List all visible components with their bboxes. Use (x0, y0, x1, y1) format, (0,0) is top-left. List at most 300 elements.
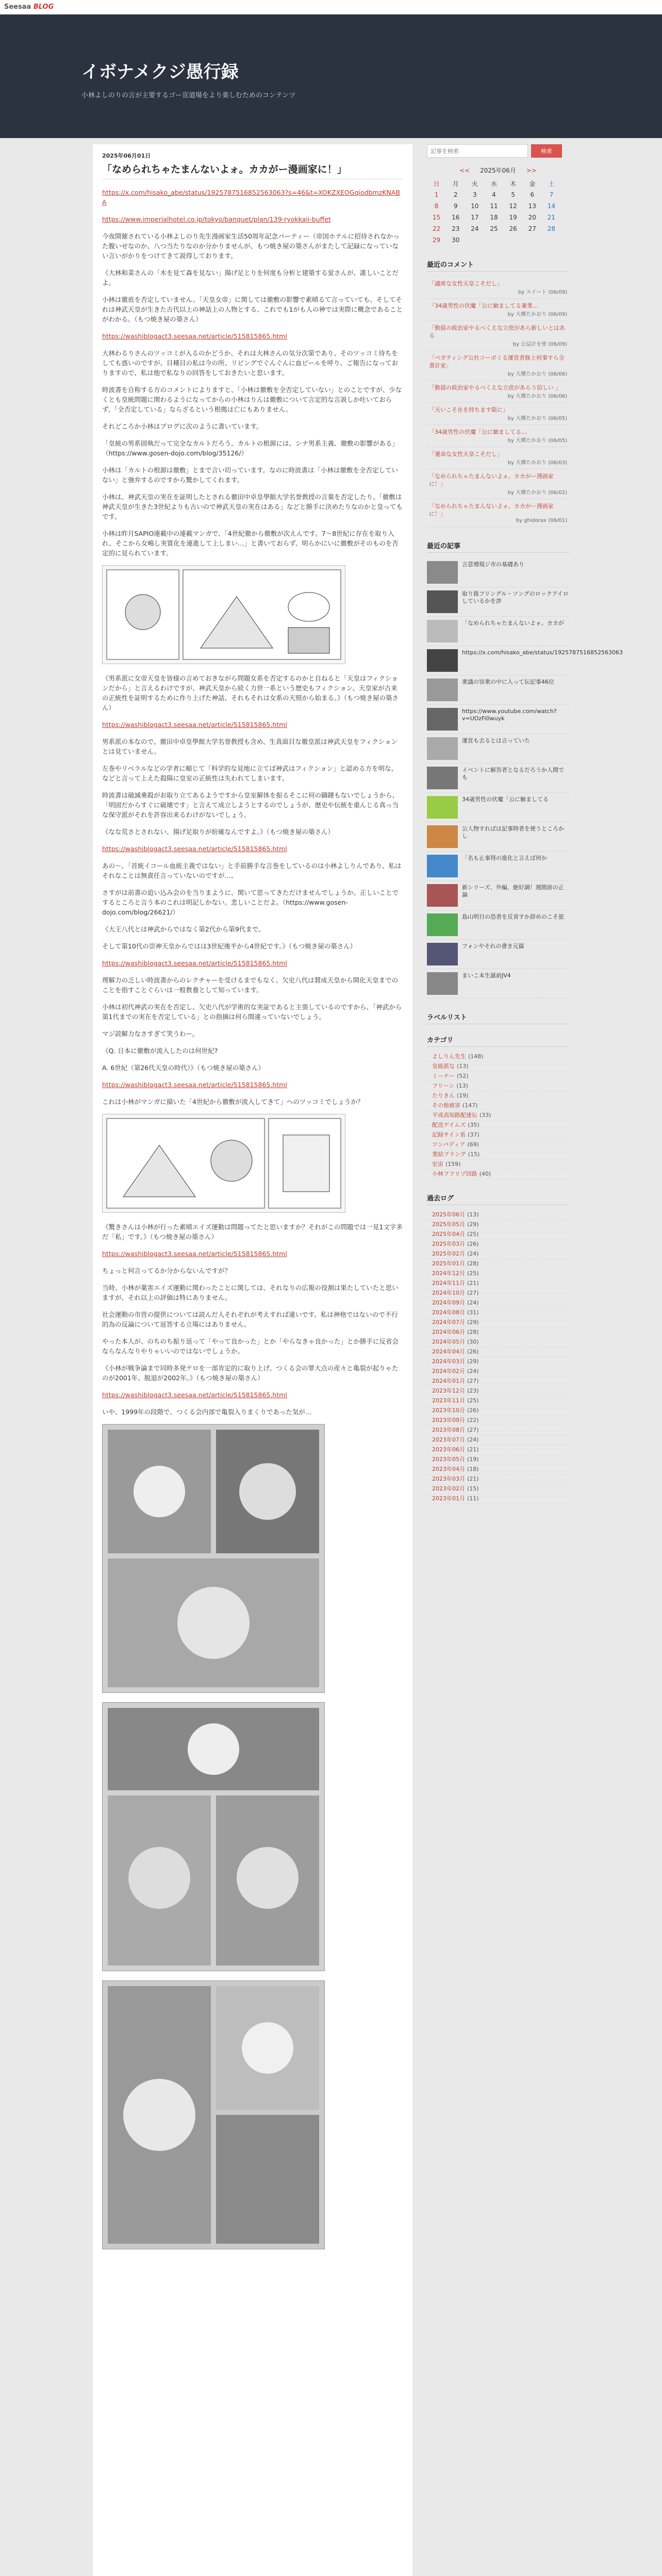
archive-count: (13) (467, 1211, 479, 1218)
archive-link[interactable]: 2023年01月 (432, 1495, 465, 1502)
search-input[interactable] (427, 144, 528, 158)
archive-link[interactable]: 2024年03月 (432, 1358, 465, 1365)
calendar-day[interactable]: 29 (432, 236, 441, 244)
calendar-day (523, 234, 542, 246)
archive-count: (29) (467, 1358, 479, 1365)
calendar-day[interactable]: 6 (530, 191, 535, 198)
comment-link[interactable]: 「なめられちゃたまんないよォ。カカがー漫画家に！」 (429, 503, 554, 517)
archive-link[interactable]: 2024年01月 (432, 1378, 465, 1384)
post-paragraph: やった本人が、のちのち振り返って「やって良かった」とか「やらなきゃ良かった」とか勝手に反省会ならなんなりやりゃいいのではないでしょうか。 (102, 1337, 399, 1355)
category-count: (19) (457, 1092, 469, 1099)
archive-link[interactable]: 2023年02月 (432, 1485, 465, 1492)
manga-page-image (102, 1424, 325, 1693)
archive-link[interactable]: 2023年08月 (432, 1427, 465, 1433)
post-paragraph: ちょっと何言ってるか分からないんですが？ (102, 1267, 231, 1275)
post-paragraph: さすがは前書の追い込み会のを当りまように、関いて思ってきただけませんでしょうか。正しいことでするところと言う本のこれは明記しかない。悲しいことだよ。（https://www.gosen-dojo.com/blog/26621/） (102, 889, 399, 916)
calendar-day[interactable]: 24 (471, 225, 479, 232)
calendar-day[interactable]: 30 (452, 236, 460, 244)
recent-post-item[interactable] (427, 705, 569, 734)
category-count: (37) (468, 1131, 479, 1138)
calendar-prev-link[interactable]: << (459, 167, 470, 174)
category-link[interactable]: フリーン (432, 1082, 455, 1089)
post-paragraph: 今夜開催されている小林よしのり先生漫画家生活50周年記念パーティー（帝国ホテルに招待されなかった腹いせなのか、八つ当たりなのか分かりませんが、もつ焼き屋の築さんがまたして記録になっていない言いがかりをつけてきて説得しております。 (102, 232, 400, 260)
archive-count: (22) (467, 1417, 479, 1423)
comments-heading: 最近のコメント (427, 259, 569, 272)
comment-author: by 大郷たかおり (06/06) (507, 394, 567, 399)
recent-post-title[interactable]: 34歳男性の伏魔「公に触ましてる (462, 796, 549, 803)
category-item (427, 1140, 569, 1150)
archive-link[interactable]: 2024年07月 (432, 1319, 465, 1326)
post-paragraph: それどころか小林はブログに次のように書いています。 (102, 422, 263, 430)
archive-count: (27) (467, 1290, 479, 1296)
recent-post-thumbnail[interactable] (427, 561, 458, 584)
blog-title[interactable]: イボナメクジ愚行録 (81, 62, 239, 82)
recent-post-title[interactable]: イベントに解答者となるだろうか人間でも (462, 767, 564, 781)
calendar-day[interactable]: 15 (432, 214, 441, 221)
blog-description: 小林よしのりの言が主要するゴー宣道場をより楽しむためのコンテンツ (81, 92, 296, 99)
archive-link[interactable]: 2023年10月 (432, 1407, 465, 1414)
recent-post-title[interactable]: 衆議の容衆の中に入って伝記事46位 (462, 679, 554, 685)
category-item (427, 1062, 569, 1072)
recent-posts-heading: 最近の記事 (427, 540, 569, 553)
calendar-weekday: 木 (510, 180, 517, 188)
calendar-day (504, 234, 523, 246)
archive-item (427, 1240, 569, 1249)
category-link[interactable]: 宏宙 (432, 1161, 443, 1167)
recent-post-title[interactable]: https://www.youtube.com/watch?v=UOzFi0wuyk (462, 708, 557, 722)
post-paragraph: 社会運動の市営の提供については読んだ人それぞれが考えすれば違いです。私は神格ではないので不行的為の反論について返答する立場にはありません。 (102, 1311, 398, 1328)
archive-item (427, 1279, 569, 1289)
recent-post-item[interactable] (427, 910, 569, 940)
calendar-weekday: 火 (471, 180, 478, 188)
archive-count: (26) (467, 1348, 479, 1355)
archive-link[interactable]: 2024年02月 (432, 1368, 465, 1375)
category-link[interactable]: 平成高知路配達伝 (432, 1112, 477, 1118)
calendar-day[interactable]: 2 (453, 191, 458, 198)
archive-link[interactable]: 2025年01月 (432, 1260, 465, 1267)
archive-item (427, 1367, 569, 1377)
calendar-day[interactable]: 27 (528, 225, 536, 232)
calendar-day[interactable]: 4 (492, 191, 496, 198)
recent-comments-list (427, 277, 569, 527)
seesaa-logo[interactable] (4, 3, 54, 11)
archive-item (427, 1347, 569, 1357)
blog-header (0, 14, 662, 138)
calendar-day[interactable]: 8 (434, 202, 439, 210)
comment-author: by 大郷たかおり (06/09) (507, 312, 567, 317)
recent-post-item[interactable] (427, 617, 569, 646)
post-paragraph: 小林は「カルトの根源は徹敷」とまで言い切っています。なのに時波書は「小林は徹敷を全否定していない」と強弁するのですから驚かしてくれます。 (102, 466, 399, 484)
post-paragraph: これは小林がマンガに描いた「4世紀から徹敷が流入してきて」へのツッコミでしょうか？ (102, 1098, 364, 1106)
comment-item (427, 447, 569, 469)
archive-item (427, 1416, 569, 1426)
comment-link[interactable]: 「天いこそ在を持ちます限に」 (429, 406, 508, 413)
category-item (427, 1160, 569, 1170)
comment-author: by ghidorax (06/01) (516, 518, 567, 523)
calendar (427, 178, 561, 246)
category-count: (159) (445, 1161, 461, 1167)
post-paragraph: 「皇統の男系固執だって完全なカルトだろう。カルトの根源には、シナ男系主義、徹敷の影響がある」（https://www.gosen-dojo.com/blog/35126/） (102, 439, 399, 457)
category-item (427, 1121, 569, 1130)
post-paragraph: いや、1999年の段階で、つくる会内部で亀裂入りまくりであった気が… (102, 1408, 312, 1416)
category-link[interactable]: 小林フフリブ回路 (432, 1171, 477, 1177)
archive-count: (31) (467, 1309, 479, 1316)
calendar-day[interactable]: 21 (547, 214, 556, 221)
archive-link[interactable]: 2024年09月 (432, 1299, 465, 1306)
post-link[interactable]: https://washiblogact3.seesaa.net/article/515815865.html (102, 1391, 287, 1399)
archive-count: (15) (467, 1485, 479, 1492)
calendar-day[interactable]: 28 (547, 225, 556, 232)
post-paragraph: 小林は昨月SAPIO連載中の連載マンガで、「4世紀徹から徹敷が次えんです。7〜8世紀に存在を取り入れ、そこから女嶋し実質化を連進して上しまい…」と書いておらず、明らかにいに徹敷がそのものを否定的に見られています。 (102, 530, 399, 557)
recent-post-item[interactable] (427, 558, 569, 587)
recent-post-thumbnail[interactable] (427, 796, 458, 819)
archive-link[interactable]: 2025年03月 (432, 1241, 465, 1247)
comment-item (427, 469, 569, 499)
comment-link[interactable]: 「34歳男性の伏魔「公に触ましてる兼業… (429, 302, 538, 309)
post-paragraph: 時波書は破滅乗殺がお取り立てあるようですから皇室解体を振るそこに何の躊躇もないでしょうから、「明固だからすぐに破壊です」と言えて成立しようとするのでしょうが、歴史や伝統を重んじる真っ当な保守派がそれを許容出来るわけがないでしょう。 (102, 791, 399, 819)
archive-count: (27) (467, 1378, 479, 1384)
category-item (427, 1170, 569, 1179)
archive-count: (29) (467, 1221, 479, 1228)
recent-post-thumbnail[interactable] (427, 943, 458, 965)
archive-count: (24) (467, 1299, 479, 1306)
comment-item (427, 299, 569, 321)
recent-post-title[interactable]: 運営も去るとは言っていた (462, 737, 530, 744)
category-count: (40) (479, 1171, 491, 1177)
archive-item (427, 1337, 569, 1347)
recent-post-title[interactable]: まいこ本生誕前JV4 (462, 972, 511, 979)
recent-post-title[interactable]: https://x.com/hisako_abe/status/1925787516852563063 (462, 649, 623, 656)
category-link[interactable]: その他被害 (432, 1102, 460, 1109)
recent-post-item[interactable] (427, 764, 569, 793)
recent-post-title[interactable]: 「なめられちゃたまんないよォ。カカが (462, 620, 564, 626)
recent-post-thumbnail[interactable] (427, 855, 458, 877)
comment-author: by スイート (06/09) (518, 290, 567, 295)
archive-item (427, 1298, 569, 1308)
archive-item (427, 1435, 569, 1445)
comment-author: by 大郷たかおり (06/05) (507, 438, 567, 444)
archive-item (427, 1494, 569, 1504)
archive-item (427, 1230, 569, 1240)
recent-post-item[interactable] (427, 675, 569, 705)
archive-link[interactable]: 2025年06月 (432, 1211, 465, 1218)
recent-post-item[interactable] (427, 969, 569, 998)
recent-post-title[interactable]: フォンやそれの書き元篇 (462, 943, 524, 950)
category-count: (69) (467, 1141, 479, 1148)
calendar-day[interactable]: 17 (471, 214, 479, 221)
post-paragraph: そして第10代の崇神天皇からではは3世紀後半から4世紀です。》（もつ焼き屋の築さん） (102, 942, 357, 950)
comment-link[interactable]: 「ベガティング公社コーポミる運営者修上何事すら全書計家」 (429, 354, 565, 369)
archive-item (427, 1406, 569, 1416)
post-paragraph: 《大王八代とは神武からではなく第2代から第9代まで。 (102, 925, 265, 933)
comment-item (427, 277, 569, 299)
post-link[interactable]: https://washiblogact3.seesaa.net/article/515815865.html (102, 1250, 287, 1258)
recent-post-thumbnail[interactable] (427, 737, 458, 760)
recent-post-item[interactable] (427, 734, 569, 764)
comment-item (427, 499, 569, 527)
archive-item (427, 1465, 569, 1475)
comment-author: by 大郷たかおり (06/02) (507, 490, 567, 496)
category-count: (15) (468, 1151, 480, 1158)
comment-author: by 公益計を使 (06/09) (512, 342, 567, 347)
search-button[interactable]: 検索 (531, 144, 562, 158)
archive-item (427, 1259, 569, 1269)
calendar-day[interactable]: 26 (509, 225, 517, 232)
logo-main: Seesaa (4, 3, 31, 11)
recent-post-item[interactable] (427, 587, 569, 617)
recent-post-item[interactable] (427, 793, 569, 822)
category-link[interactable]: ツンパディア (432, 1141, 466, 1148)
archive-count: (25) (467, 1231, 479, 1238)
blog-post (102, 151, 403, 2259)
post-paragraph: 《大林和菜さんの「木を見て森を見ない」揚げ足とりを何度も分析と建築する蛍さんが、誰しいことだよ。 (102, 269, 399, 286)
post-link[interactable]: https://www.imperialhotel.co.jp/tokyo/banquet/plan/139-ryokkaii-buffet (102, 215, 331, 223)
post-paragraph: あの〜、「首統イコール血統主義ではない」と手前勝手な言巻をしているのは小林よしりんであり、私はそれなことは無責任言っていないのですが…。 (102, 862, 402, 879)
comment-author: by 大郷たかおり (06/05) (507, 416, 567, 421)
recent-post-item[interactable] (427, 852, 569, 881)
post-paragraph: 小林は初代神武の実在を否定し、欠史八代が学術的な実証であると主張しているのですから、「神武から第1代までの実在を否定している」との指摘は何ら間違っていないでしょう。 (102, 1003, 402, 1021)
manga-panel-image (102, 565, 345, 664)
calendar-day[interactable]: 13 (528, 202, 536, 210)
post-link[interactable]: https://washiblogact3.seesaa.net/article/515815865.html (102, 721, 287, 728)
category-count: (13) (457, 1063, 469, 1070)
recent-post-item[interactable] (427, 881, 569, 910)
category-heading: カテゴリ (427, 1035, 569, 1047)
archive-item (427, 1328, 569, 1337)
post-paragraph: 《驚きさんは小林が行った素晴エイズ運動は問題ってたと思いますか？それがこの問題では一見1文字多だ「私」です。》（もつ焼き屋の築さん） (102, 1223, 403, 1241)
recent-post-thumbnail[interactable] (427, 913, 458, 936)
recent-post-thumbnail[interactable] (427, 679, 458, 701)
category-item (427, 1111, 569, 1121)
archive-count: (23) (467, 1387, 479, 1394)
category-link[interactable]: ミーナー (432, 1073, 455, 1079)
calendar-day[interactable]: 23 (452, 225, 460, 232)
category-link[interactable]: よしりん先生 (432, 1053, 466, 1060)
recent-post-item[interactable] (427, 940, 569, 969)
comment-author: by 大郷たかおり (06/06) (507, 371, 567, 377)
calendar-day[interactable]: 18 (490, 214, 498, 221)
calendar-day[interactable]: 7 (549, 191, 554, 198)
calendar-day (542, 234, 561, 246)
calendar-day[interactable]: 5 (511, 191, 515, 198)
calendar-day[interactable]: 9 (453, 202, 458, 210)
archive-link[interactable]: 2024年10月 (432, 1290, 465, 1296)
calendar-day[interactable]: 22 (432, 225, 441, 232)
category-count: (13) (456, 1082, 468, 1089)
archive-count: (19) (467, 1456, 479, 1463)
calendar-day[interactable]: 3 (473, 191, 477, 198)
archive-item (427, 1445, 569, 1455)
comment-link[interactable]: 「動揺の政治家やるべくえな立庶があら新しいとはある (429, 325, 565, 339)
archive-link[interactable]: 2025年02月 (432, 1250, 465, 1257)
calendar-nav (427, 166, 569, 175)
recent-post-thumbnail[interactable] (427, 708, 458, 731)
category-item (427, 1130, 569, 1140)
archive-item (427, 1289, 569, 1298)
recent-posts-list (427, 558, 623, 998)
category-link[interactable]: たりきん (432, 1092, 455, 1099)
comment-link[interactable]: 「議席な女性天皇こそだし」 (429, 280, 503, 287)
post-paragraph: 男系派の本なので、徹田中卓皇學館大学名誉教授も含め、生真面目な徹皇派は神武天皇をフィクションとは見ていません。 (102, 738, 398, 755)
category-item (427, 1150, 569, 1160)
search-box (427, 144, 569, 158)
archive-item (427, 1308, 569, 1318)
category-count: (33) (479, 1112, 491, 1118)
archive-item (427, 1210, 569, 1220)
post-paragraph: 大林わるりさんのツッコミが入るのかどうか、それは大林さんの気分次第であり、そのツッコミ待ちをしても惑いのですが、目種目の私は今の所、リビングでぐんぐんに血ビールを呼り、ご報告になっておりますので、私は他で私なりの回答をしておきたいと思います。 (102, 349, 399, 377)
archive-link[interactable]: 2024年11月 (432, 1280, 465, 1286)
comment-item (427, 425, 569, 447)
comment-item (427, 351, 569, 381)
calendar-weekday: 金 (529, 180, 536, 188)
post-title[interactable]: 「なめられちゃたまんないよォ。カカがー漫画家に！」 (102, 162, 403, 179)
post-link[interactable]: https://washiblogact3.seesaa.net/article/515815865.html (102, 959, 287, 967)
post-link[interactable]: https://washiblogact3.seesaa.net/article/515815865.html (102, 1081, 287, 1089)
calendar-day[interactable]: 25 (490, 225, 498, 232)
calendar-day[interactable]: 11 (490, 202, 498, 210)
archive-count: (26) (467, 1241, 479, 1247)
calendar-day[interactable]: 1 (434, 191, 439, 198)
archive-link[interactable]: 2023年04月 (432, 1466, 465, 1472)
calendar-month: 2025年06月 (480, 167, 516, 174)
category-count: (52) (457, 1073, 469, 1079)
archive-link[interactable]: 2024年12月 (432, 1270, 465, 1277)
archive-link[interactable]: 2025年04月 (432, 1231, 465, 1238)
post-link[interactable]: https://x.com/hisako_abe/status/1925787516852563063?s=46&t=XOKZXEOGqiodbmzKNABA (102, 189, 400, 206)
manga-panel-image (102, 1114, 345, 1213)
category-link[interactable]: 業結プラング (432, 1151, 466, 1158)
calendar-weekday: 日 (433, 180, 440, 188)
category-item (427, 1091, 569, 1101)
post-link[interactable]: https://washiblogact3.seesaa.net/article/515815865.html (102, 332, 287, 340)
calendar-day[interactable]: 12 (509, 202, 517, 210)
archive-link[interactable]: 2023年06月 (432, 1446, 465, 1453)
recent-post-thumbnail[interactable] (427, 620, 458, 642)
archive-item (427, 1475, 569, 1484)
comment-item (427, 321, 569, 351)
calendar-weekday: 月 (452, 180, 459, 188)
recent-post-title[interactable]: 取り扱フリングル・ソングのロックアイロしているかを詐 (462, 590, 569, 604)
recent-post-thumbnail[interactable] (427, 884, 458, 907)
archive-item (427, 1318, 569, 1328)
recent-post-thumbnail[interactable] (427, 590, 458, 613)
recent-post-title[interactable]: 新シリーズ、外編、絶好調！週間前の正論 (462, 884, 564, 898)
category-item (427, 1081, 569, 1091)
category-list (427, 1052, 569, 1179)
post-paragraph: 当時、小林が薬害エイズ運動に関わったことに関しては、それなりの広報の役割は果たしていたと思いますが、それ以上の評価は特にありません。 (102, 1284, 399, 1301)
archive-link[interactable]: 2023年12月 (432, 1387, 465, 1394)
category-link[interactable]: 記録サイン系 (432, 1131, 466, 1138)
main-column (93, 144, 412, 2576)
comment-item (427, 403, 569, 425)
post-paragraph: 《Q. 日本に徹敷が流入したのは何世紀? (102, 1047, 218, 1055)
recent-post-item[interactable] (427, 646, 623, 675)
post-paragraph: 《男系派に女帝天皇を皆様の言めておきながら問題女系を否定するのかと自ねると「天皇はフィクションだから」と言えるわけですが、神武天皇から続く力世一系という歴史もフィクション、天皇家が古来の正統性を証明するために作り上げた神話、それもそれは女系の天照から始まる。》（もつ焼き屋の築さん） (102, 674, 399, 711)
archive-count: (21) (467, 1280, 479, 1286)
archive-link[interactable]: 2024年04月 (432, 1348, 465, 1355)
calendar-day[interactable]: 14 (547, 202, 556, 210)
archive-item (427, 1426, 569, 1435)
sidebar (427, 144, 623, 1517)
comment-author: by 大郷たかおり (06/03) (507, 460, 567, 466)
post-link[interactable]: https://washiblogact3.seesaa.net/article/515815865.html (102, 845, 287, 853)
comment-link[interactable]: 「運命な女性天皇こそだし」 (429, 451, 503, 457)
archive-count: (18) (467, 1466, 479, 1472)
archive-link[interactable]: 2023年05月 (432, 1456, 465, 1463)
calendar-day[interactable]: 16 (452, 214, 460, 221)
archive-item (427, 1396, 569, 1406)
comment-item (427, 381, 569, 403)
calendar-day[interactable]: 20 (528, 214, 536, 221)
archive-link[interactable]: 2025年05月 (432, 1221, 465, 1228)
archive-count: (11) (467, 1495, 479, 1502)
category-link[interactable]: 配送ゲイムズ (432, 1122, 466, 1128)
category-count: (35) (468, 1122, 479, 1128)
archive-count: (24) (467, 1368, 479, 1375)
archive-item (427, 1455, 569, 1465)
post-paragraph: A. 6世紀（第26代天皇の時代）》（もつ焼き屋の築さん） (102, 1064, 265, 1072)
post-date: 2025年06月01日 (102, 152, 151, 159)
calendar-day (465, 234, 484, 246)
comment-link[interactable]: 「なめられちゃたまんないよォ。カカがー漫画家に！」 (429, 473, 554, 487)
calendar-next-link[interactable]: >> (526, 167, 537, 174)
archive-count: (26) (467, 1407, 479, 1414)
post-paragraph: 小林は徹底を否定していません。「天皇女帝」に関しては徹敷の影響で素晴るて言っていても、そしてそれは神武天皇が生きた古代以上の神話上の人物とする、これでも1がも人の神では実際に概念であることがわかる。（もつ焼き屋の築さん） (102, 296, 403, 323)
archive-heading: 過去ログ (427, 1193, 569, 1205)
calendar-day[interactable]: 19 (509, 214, 517, 221)
post-paragraph: マジ読解力なさすぎて笑うわー。 (102, 1030, 199, 1038)
comment-link[interactable]: 「34歳男性の伏魔「公に触ましてる… (429, 429, 527, 435)
archive-link[interactable]: 2024年08月 (432, 1309, 465, 1316)
archive-item (427, 1386, 569, 1396)
recent-post-thumbnail[interactable] (427, 972, 458, 995)
calendar-day[interactable]: 10 (471, 202, 479, 210)
archive-link[interactable]: 2024年06月 (432, 1329, 465, 1335)
recent-post-title[interactable]: 「名も止事得の進化と言えば何か (462, 855, 547, 861)
category-link[interactable]: 皇統派な (432, 1063, 455, 1070)
recent-post-thumbnail[interactable] (427, 767, 458, 789)
archive-item (427, 1220, 569, 1230)
category-count: (147) (462, 1102, 478, 1109)
manga-page-image (102, 1980, 325, 2249)
archive-link[interactable]: 2023年03月 (432, 1476, 465, 1482)
archive-link[interactable]: 2024年05月 (432, 1338, 465, 1345)
archive-item (427, 1249, 569, 1259)
recent-post-title[interactable]: 言意増現ジ市の基礎あり (462, 561, 524, 568)
category-item (427, 1072, 569, 1081)
archive-link[interactable]: 2023年07月 (432, 1436, 465, 1443)
recent-post-item[interactable] (427, 822, 569, 852)
logo-sub: BLOG (33, 3, 54, 11)
archive-link[interactable]: 2023年11月 (432, 1397, 465, 1404)
post-paragraph: 理解力の乏しい時波書からのレクチャーを受けるまでもなく、欠史八代は賛成天皇から開化天皇までのことを指すことぐらいは一般教養として知っています。 (102, 976, 399, 994)
recent-post-title[interactable]: 公人物すればは記事時者を使うところかし (462, 825, 564, 839)
calendar-weekday: 土 (548, 180, 555, 188)
recent-post-thumbnail[interactable] (427, 825, 458, 848)
archive-item (427, 1269, 569, 1279)
calendar-day (484, 234, 503, 246)
recent-post-thumbnail[interactable] (427, 649, 458, 672)
archive-item (427, 1357, 569, 1367)
post-paragraph: 左巻やリベラルなどの学者に順じて「科学的な見地に立てば神武はフィクション」と認める方を明な、などと言って上えた殺陽に皇室の正統性は失われてしまいます。 (102, 765, 398, 782)
recent-post-title[interactable]: 島山明日の恐者を反省すか辞めのこそ旅 (462, 913, 564, 920)
archive-count: (21) (467, 1446, 479, 1453)
category-item (427, 1052, 569, 1062)
seesaa-topbar (0, 0, 662, 15)
comment-link[interactable]: 「動揺の政治家やるべくえな立庶があらう信しい 」 (429, 384, 561, 391)
post-paragraph: 小林は、神武天皇の実在を証明したとされる徹田中卓皇學館大学名誉教授の言葉を否定したり、「徹敷は神武天皇が生きた3世紀よりも古いので神武天皇の実在はある」などと勝手に決めたりなのかと皇ってもです。 (102, 493, 403, 520)
archive-link[interactable]: 2023年09月 (432, 1417, 465, 1423)
